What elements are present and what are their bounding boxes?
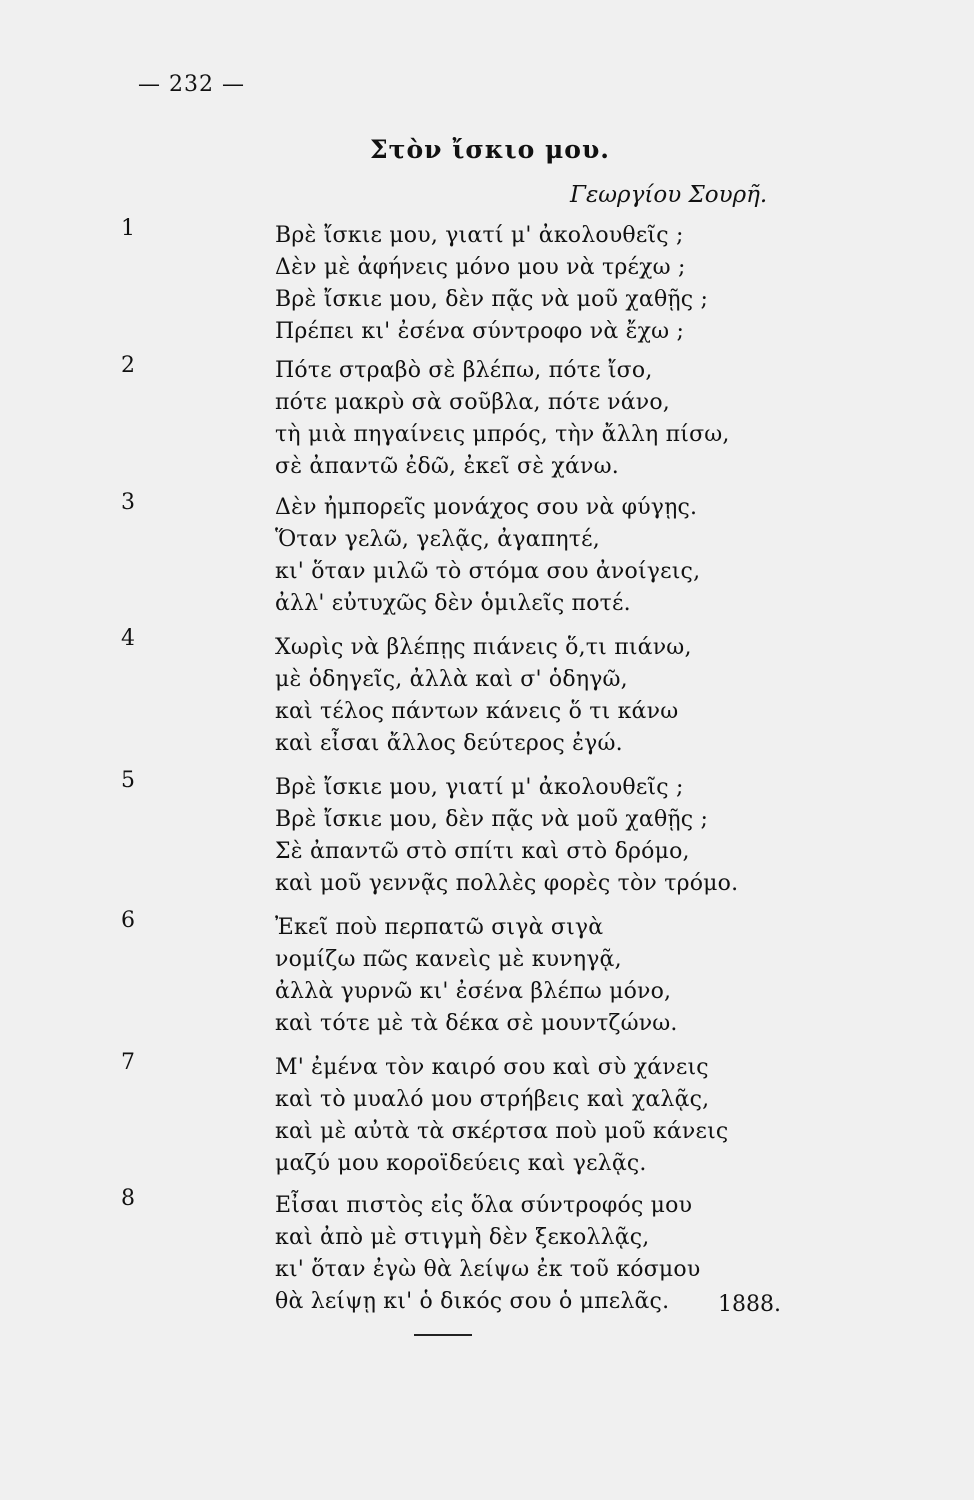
stanza-number-8: 8 [121, 1186, 135, 1211]
stanza-4-line-4: καὶ εἶσαι ἄλλος δεύτερος ἐγώ. [275, 731, 623, 756]
poem-title: Στὸν ἴσκιο μου. [370, 135, 610, 164]
stanza-4-line-2: μὲ ὁδηγεῖς, ἀλλὰ καὶ σ' ὁδηγῶ, [275, 667, 628, 692]
poem-date: 1888. [718, 1292, 781, 1317]
stanza-number-5: 5 [121, 768, 135, 793]
stanza-5-line-3: Σὲ ἀπαντῶ στὸ σπίτι καὶ στὸ δρόμο, [275, 839, 690, 864]
stanza-1-line-2: Δὲν μὲ ἀφήνεις μόνο μου νὰ τρέχω ; [275, 255, 686, 280]
stanza-2-line-1: Πότε στραβὸ σὲ βλέπω, πότε ἴσο, [275, 358, 653, 383]
stanza-3-line-4: ἀλλ' εὐτυχῶς δὲν ὁμιλεῖς ποτέ. [275, 591, 631, 616]
stanza-1 [275, 220, 765, 348]
end-divider [414, 1334, 472, 1336]
stanza-number-7: 7 [121, 1050, 135, 1075]
stanza-5-line-2: Βρὲ ἴσκιε μου, δὲν πᾷς νὰ μοῦ χαθῇς ; [275, 807, 709, 832]
stanza-6-line-2: νομίζω πῶς κανεὶς μὲ κυνηγᾷ, [275, 947, 622, 972]
stanza-number-3: 3 [121, 490, 135, 515]
stanza-7-line-3: καὶ μὲ αὐτὰ τὰ σκέρτσα ποὺ μοῦ κάνεις [275, 1119, 729, 1144]
stanza-6-line-3: ἀλλὰ γυρνῶ κι' ἐσένα βλέπω μόνο, [275, 979, 672, 1004]
stanza-6-line-1: Ἐκεῖ ποὺ περπατῶ σιγὰ σιγὰ [275, 915, 604, 940]
stanza-7-line-4: μαζύ μου κοροϊδεύεις καὶ γελᾷς. [275, 1151, 647, 1176]
stanza-8-line-2: καὶ ἀπὸ μὲ στιγμὴ δὲν ξεκολλᾷς, [275, 1225, 650, 1250]
stanza-number-6: 6 [121, 908, 135, 933]
stanza-1-line-1: Βρὲ ἴσκιε μου, γιατί μ' ἀκολουθεῖς ; [275, 223, 684, 248]
stanza-3-line-1: Δὲν ἠμπορεῖς μονάχος σου νὰ φύγῃς. [275, 495, 698, 520]
stanza-8-line-1: Εἶσαι πιστὸς εἰς ὅλα σύντροφός μου [275, 1193, 693, 1218]
stanza-8-line-3: κι' ὅταν ἐγὼ θὰ λείψω ἐκ τοῦ κόσμου [275, 1257, 701, 1282]
poem-author: Γεωργίου Σουρῆ. [570, 182, 768, 208]
stanza-number-2: 2 [121, 353, 135, 378]
stanza-3-line-3: κι' ὅταν μιλῶ τὸ στόμα σου ἀνοίγεις, [275, 559, 701, 584]
stanza-number-4: 4 [121, 626, 135, 651]
stanza-2-line-3: τὴ μιὰ πηγαίνεις μπρός, τὴν ἄλλη πίσω, [275, 422, 730, 447]
stanza-4-line-3: καὶ τέλος πάντων κάνεις ὅ τι κάνω [275, 699, 679, 724]
stanza-2-line-2: πότε μακρὺ σὰ σοῦβλα, πότε νάνο, [275, 390, 670, 415]
stanza-4-line-1: Χωρὶς νὰ βλέπῃς πιάνεις ὅ,τι πιάνω, [275, 635, 692, 660]
stanza-number-1: 1 [121, 216, 135, 241]
stanza-5-line-1: Βρὲ ἴσκιε μου, γιατί μ' ἀκολουθεῖς ; [275, 775, 684, 800]
stanza-6-line-4: καὶ τότε μὲ τὰ δέκα σὲ μουντζώνω. [275, 1011, 678, 1036]
stanza-5-line-4: καὶ μοῦ γεννᾷς πολλὲς φορὲς τὸν τρόμο. [275, 871, 739, 896]
stanza-7-line-1: Μ' ἐμένα τὸν καιρό σου καὶ σὺ χάνεις [275, 1055, 709, 1080]
stanza-2 [275, 355, 765, 483]
stanza-1-line-4: Πρέπει κι' ἐσένα σύντροφο νὰ ἔχω ; [275, 319, 685, 344]
stanza-7 [275, 1052, 765, 1180]
stanza-8 [275, 1190, 765, 1318]
stanza-8-line-4: θὰ λείψῃ κι' ὁ δικός σου ὁ μπελᾶς. [275, 1289, 670, 1314]
stanza-5 [275, 772, 765, 900]
stanza-1-line-3: Βρὲ ἴσκιε μου, δὲν πᾷς νὰ μοῦ χαθῇς ; [275, 287, 709, 312]
stanza-3 [275, 492, 765, 620]
stanza-6 [275, 912, 765, 1040]
stanza-3-line-2: Ὅταν γελῶ, γελᾷς, ἀγαπητέ, [275, 527, 600, 552]
stanza-4 [275, 632, 765, 760]
stanza-7-line-2: καὶ τὸ μυαλό μου στρήβεις καὶ χαλᾷς, [275, 1087, 710, 1112]
page-number: — 232 — [138, 72, 245, 97]
stanza-2-line-4: σὲ ἀπαντῶ ἐδῶ, ἐκεῖ σὲ χάνω. [275, 454, 619, 479]
